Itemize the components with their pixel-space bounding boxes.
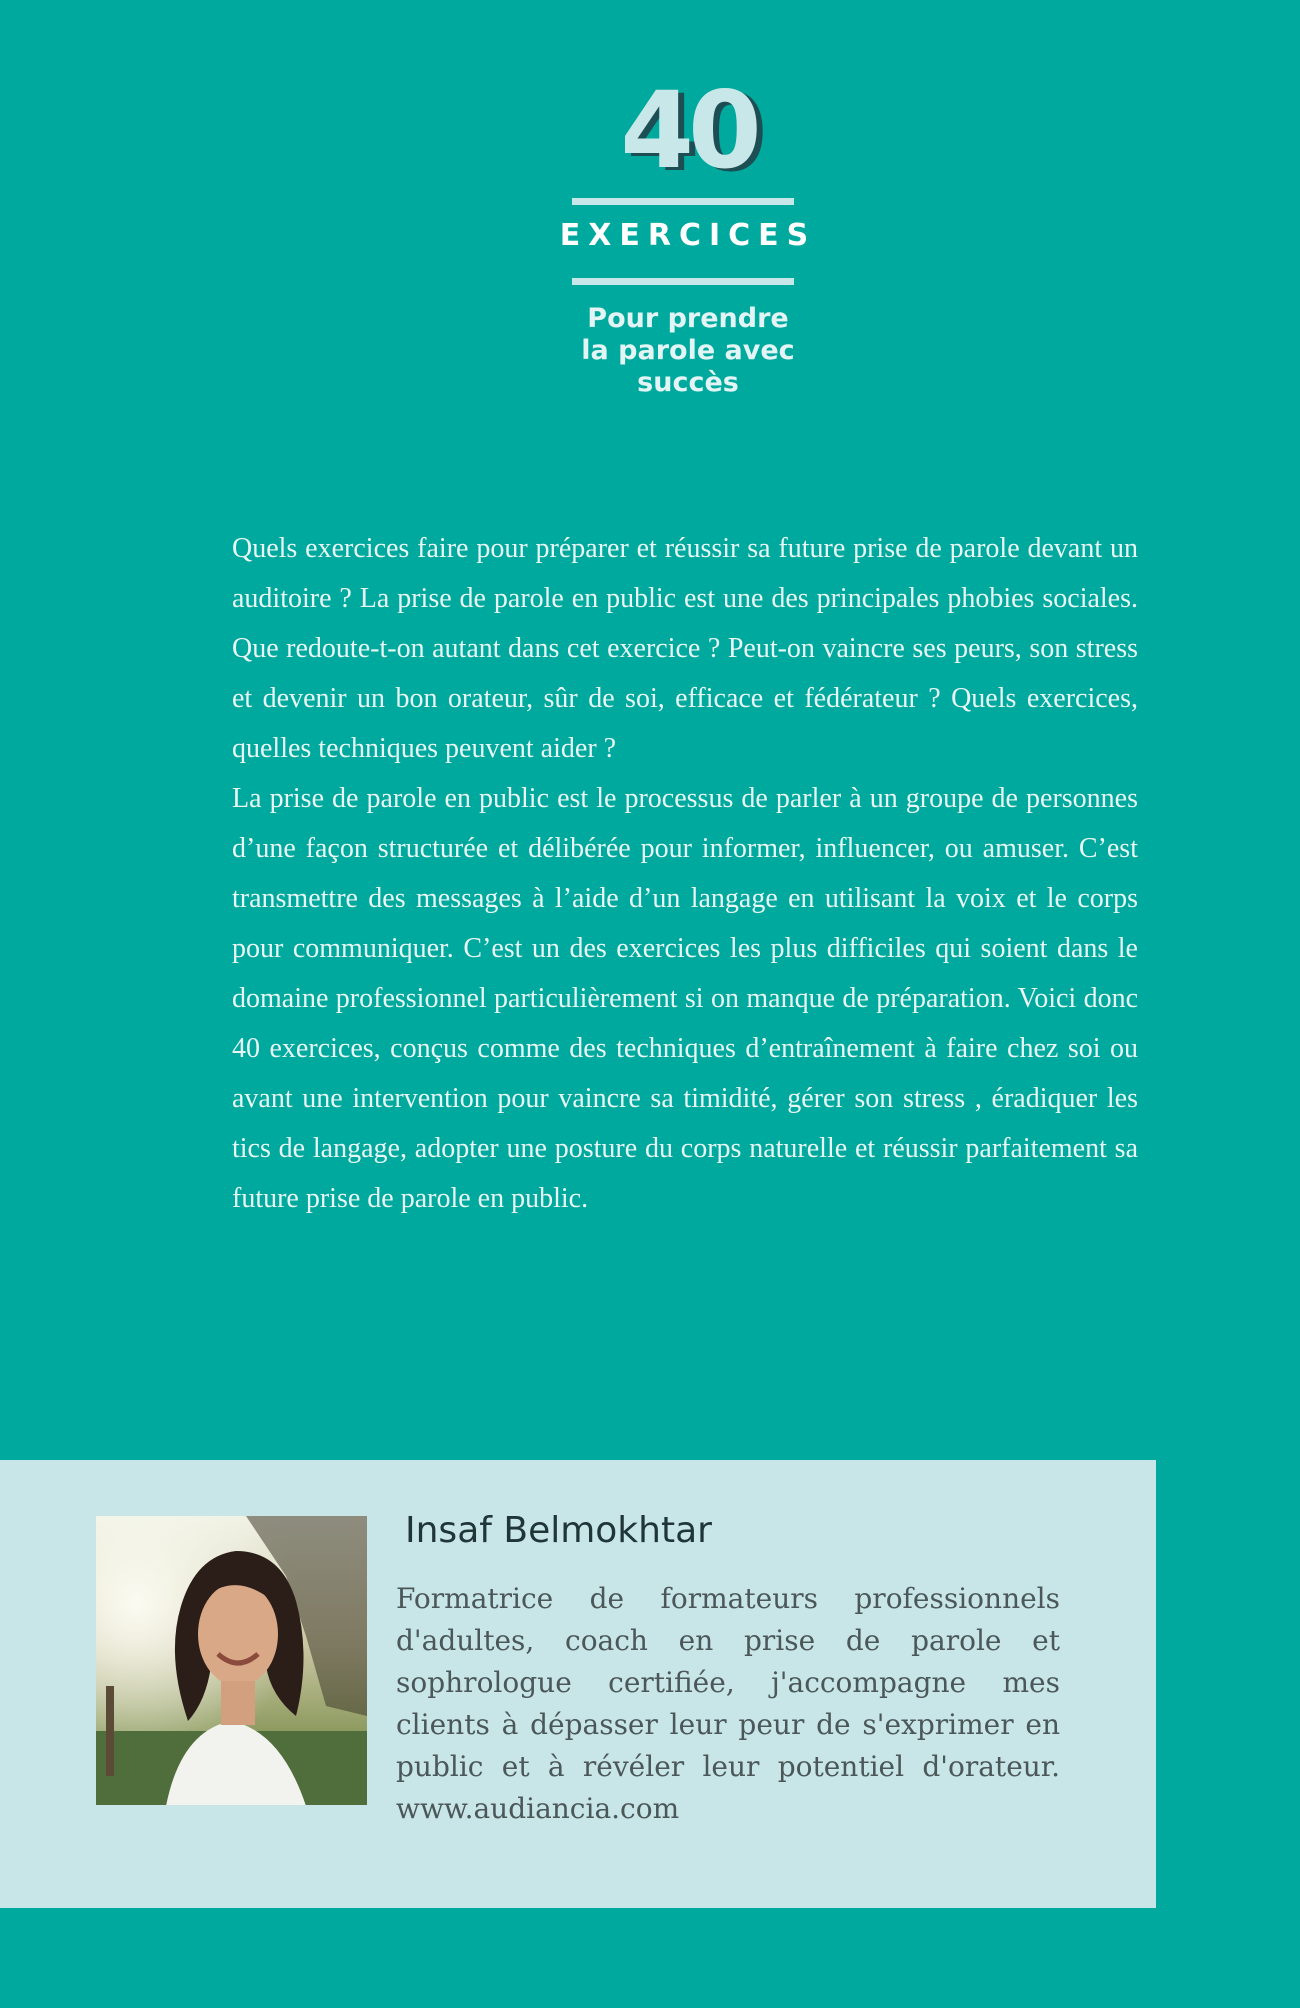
author-photo bbox=[96, 1516, 367, 1805]
top-divider bbox=[572, 198, 794, 205]
subtitle-line: Pour prendre bbox=[587, 303, 789, 334]
author-name: Insaf Belmokhtar bbox=[405, 1510, 712, 1551]
bottom-divider bbox=[572, 278, 794, 285]
subtitle-line: la parole avec bbox=[581, 335, 795, 366]
cover-label: EXERCICES bbox=[559, 218, 817, 253]
author-section bbox=[0, 1460, 1156, 1908]
author-bio-text: Formatrice de formateurs professionnels d'adultes, coach en prise de parole et sophrologue certifiée, j'accompagne mes clients à dépasser leur peur de s'exprimer en public et à révéler leur potentiel d'orateur. www.audiancia.com bbox=[396, 1582, 1060, 1825]
author-portrait-image bbox=[96, 1516, 367, 1805]
cover-subtitle bbox=[0, 303, 1300, 399]
book-description bbox=[232, 524, 1138, 1224]
cover-number: 40 bbox=[620, 69, 756, 192]
subtitle-line: succès bbox=[637, 367, 739, 398]
author-bio bbox=[396, 1578, 1060, 1830]
cover-header bbox=[0, 0, 1300, 430]
description-paragraph: Quels exercices faire pour préparer et réussir sa future prise de parole devant un auditoire ? La prise de parole en public est une des principales phobies sociales. Que redoute-t-on autant dans cet exercice ? Peut-on vaincre ses peurs, son stress et devenir un bon orateur, sûr de soi, efficace et fédérateur ? Quels exercices, quelles techniques peuvent aider ? bbox=[232, 533, 1138, 764]
description-paragraph: La prise de parole en public est le processus de parler à un groupe de personnes d’une façon structurée et délibérée pour informer, influencer, ou amuser. C’est transmettre des messages à l’aide d’un langage en utilisant la voix et le corps pour communiquer. C’est un des exercices les plus difficiles qui soient dans le domaine professionnel particulièrement si on manque de préparation. Voici donc 40 exercices, conçus comme des techniques d’entraînement à faire chez soi ou avant une intervention pour vaincre sa timidité, gérer son stress , éradiquer les tics de langage, adopter une posture du corps naturelle et réussir parfaitement sa future prise de parole en public. bbox=[232, 783, 1138, 1214]
